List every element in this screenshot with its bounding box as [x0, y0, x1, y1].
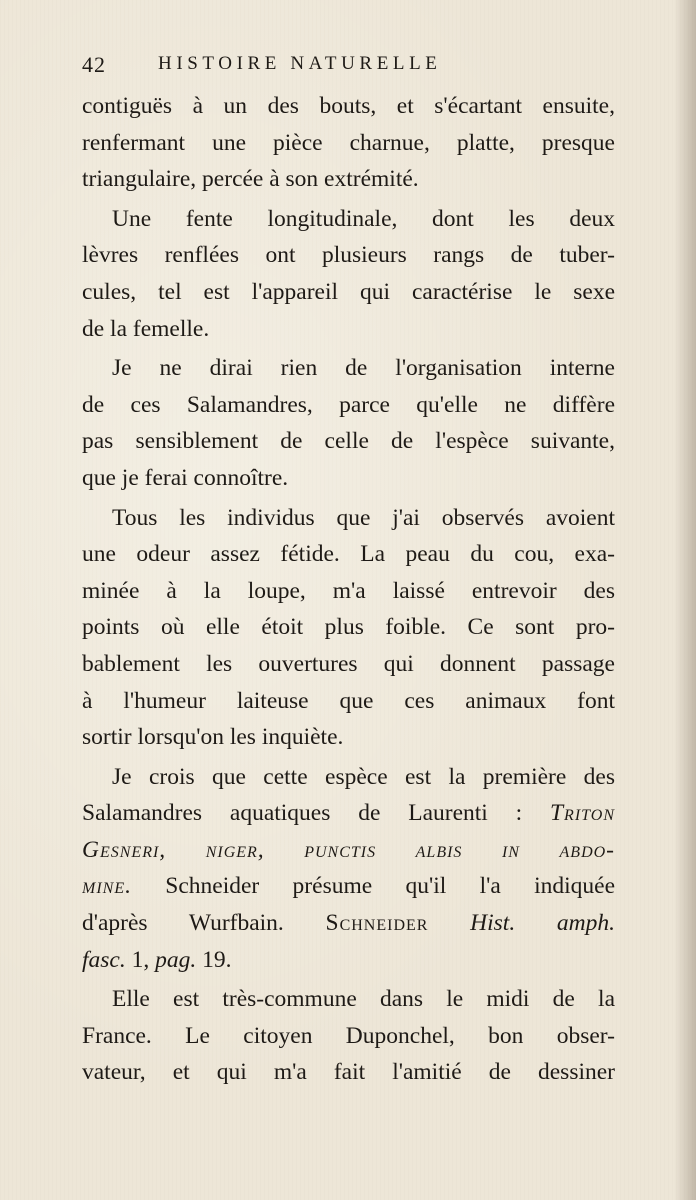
page-binding-shadow — [674, 0, 696, 1200]
text-line: bablement les ouvertures qui donnent passage — [82, 650, 615, 677]
species-name: mine. — [82, 873, 132, 900]
text-line — [82, 942, 615, 979]
text-line: Une fente longitudinale, dont les deux — [112, 205, 615, 232]
text-line: que je ferai connoître. — [82, 464, 289, 491]
text-line — [82, 832, 615, 869]
text-line: points où elle étoit plus foible. Ce sont pro- — [82, 614, 615, 641]
text-line: Je crois que cette espèce est la première des — [112, 763, 615, 790]
text-line: pas sensiblement de celle de l'espèce suivante, — [82, 428, 615, 455]
text-line: renfermant une pièce charnue, platte, presque — [82, 129, 615, 156]
text-span: Salamandres aquatiques de Laurenti : — [82, 800, 550, 827]
citation-abbrev: fasc. — [82, 946, 126, 973]
text-line: Tous les individus que j'ai observés avoient — [112, 504, 615, 531]
page-number: 42 — [82, 52, 106, 77]
text-line: France. Le citoyen Duponchel, bon obser- — [82, 1022, 615, 1049]
text-span: 19. — [196, 946, 232, 973]
text-line: minée à la loupe, m'a laissé entrevoir des — [82, 577, 615, 604]
paragraph — [82, 500, 615, 756]
running-title: HISTOIRE NATURELLE — [158, 53, 442, 74]
paragraph — [82, 88, 615, 198]
text-line — [82, 795, 615, 832]
text-line: de la femelle. — [82, 315, 210, 342]
paragraph — [82, 350, 615, 496]
author-name: Schneider — [325, 910, 429, 937]
text-line: sortir lorsqu'on les inquiète. — [82, 724, 344, 751]
body-text — [82, 88, 615, 1091]
text-span: 1, — [125, 946, 156, 973]
text-line: contiguës à un des bouts, et s'écartant ensuite, — [82, 93, 615, 119]
text-line: de ces Salamandres, parce qu'elle ne diffère — [82, 391, 615, 418]
running-header — [82, 52, 622, 82]
text-span: d'après Wurfbain. — [82, 910, 326, 937]
text-line: vateur, et qui m'a fait l'amitié de dessiner — [82, 1059, 615, 1086]
text-line: lèvres renflées ont plusieurs rangs de tuber- — [82, 242, 615, 269]
text-span: Schneider présume qu'il l'a indiquée — [131, 873, 615, 900]
text-line: triangulaire, percée à son extrémité. — [82, 166, 419, 193]
text-line: Elle est très-commune dans le midi de la — [112, 986, 615, 1013]
text-line — [82, 905, 615, 942]
text-line: une odeur assez fétide. La peau du cou, exa- — [82, 541, 615, 568]
species-name: Gesneri, niger, punctis albis in abdo- — [82, 836, 615, 863]
text-line — [82, 868, 615, 905]
species-name: Triton — [549, 800, 615, 827]
text-line: cules, tel est l'appareil qui caractérise le sexe — [82, 278, 615, 305]
text-line: Je ne dirai rien de l'organisation interne — [112, 355, 615, 382]
paragraph — [82, 201, 615, 347]
text-line: à l'humeur laiteuse que ces animaux font — [82, 687, 615, 714]
citation-abbrev: pag. — [155, 946, 197, 973]
paragraph — [82, 759, 615, 979]
paragraph — [82, 981, 615, 1091]
citation-title: Hist. amph. — [428, 910, 615, 937]
